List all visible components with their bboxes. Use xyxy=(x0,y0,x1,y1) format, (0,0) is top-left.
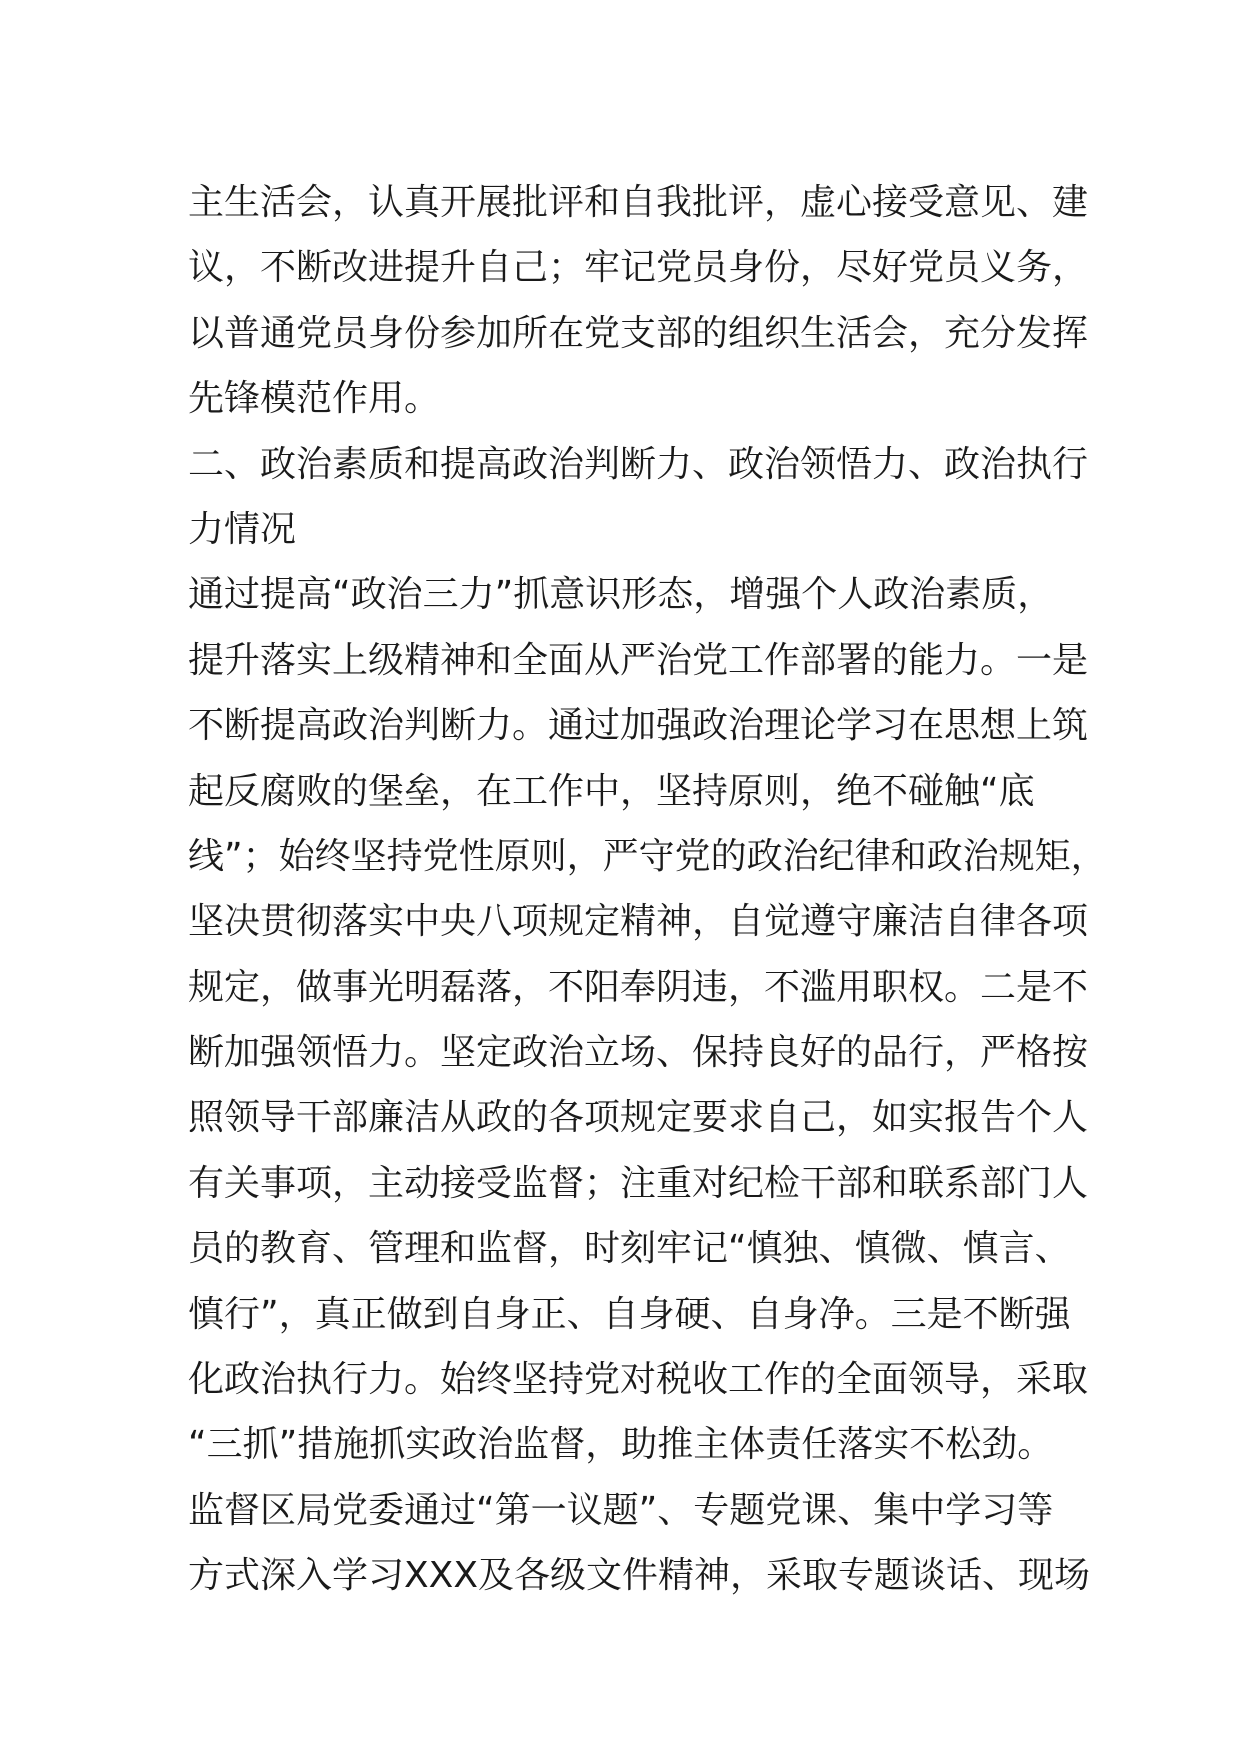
text-line: 员的教育、管理和监督，时刻牢记“慎独、慎微、慎言、 xyxy=(188,1228,1071,1270)
section-heading-line: 二、政治素质和提高政治判断力、政治领悟力、政治执行 xyxy=(188,443,1089,485)
text-line: 通过提高“政治三力”抓意识形态，增强个人政治素质， xyxy=(188,574,1054,616)
body-text xyxy=(188,170,1107,1609)
text-line: 慎行”，真正做到自身正、自身硬、自身净。三是不断强 xyxy=(188,1293,1071,1335)
text-line: 照领导干部廉洁从政的各项规定要求自己，如实报告个人 xyxy=(188,1097,1089,1139)
text-line: 方式深入学习XXX及各级文件精神，采取专题谈话、现场 xyxy=(188,1555,1090,1597)
text-line: 化政治执行力。始终坚持党对税收工作的全面领导，采取 xyxy=(188,1359,1089,1401)
text-line: 坚决贯彻落实中央八项规定精神，自觉遵守廉洁自律各项 xyxy=(188,901,1089,943)
text-line: 主生活会，认真开展批评和自我批评，虚心接受意见、建 xyxy=(188,182,1089,223)
text-line: 线”；始终坚持党性原则，严守党的政治纪律和政治规矩， xyxy=(188,835,1107,877)
text-line: 议，不断改进提升自己；牢记党员身份，尽好党员义务， xyxy=(188,247,1089,289)
text-line: 监督区局党委通过“第一议题”、专题党课、集中学习等 xyxy=(188,1489,1054,1531)
text-line: 提升落实上级精神和全面从严治党工作部署的能力。一是 xyxy=(188,639,1089,681)
text-line: 先锋模范作用。 xyxy=(188,378,441,420)
text-line: 不断提高政治判断力。通过加强政治理论学习在思想上筑 xyxy=(188,705,1089,747)
text-line: 有关事项，主动接受监督；注重对纪检干部和联系部门人 xyxy=(188,1162,1089,1204)
text-line: 规定，做事光明磊落，不阳奉阴违，不滥用职权。二是不 xyxy=(188,966,1089,1008)
text-line: “三抓”措施抓实政治监督，助推主体责任落实不松劲。 xyxy=(188,1424,1054,1466)
text-line: 断加强领悟力。坚定政治立场、保持良好的品行，严格按 xyxy=(188,1032,1089,1074)
text-line: 以普通党员身份参加所在党支部的组织生活会，充分发挥 xyxy=(188,312,1089,354)
text-line: 起反腐败的堡垒，在工作中，坚持原则，绝不碰触“底 xyxy=(188,770,1035,812)
section-heading-line: 力情况 xyxy=(188,508,297,550)
